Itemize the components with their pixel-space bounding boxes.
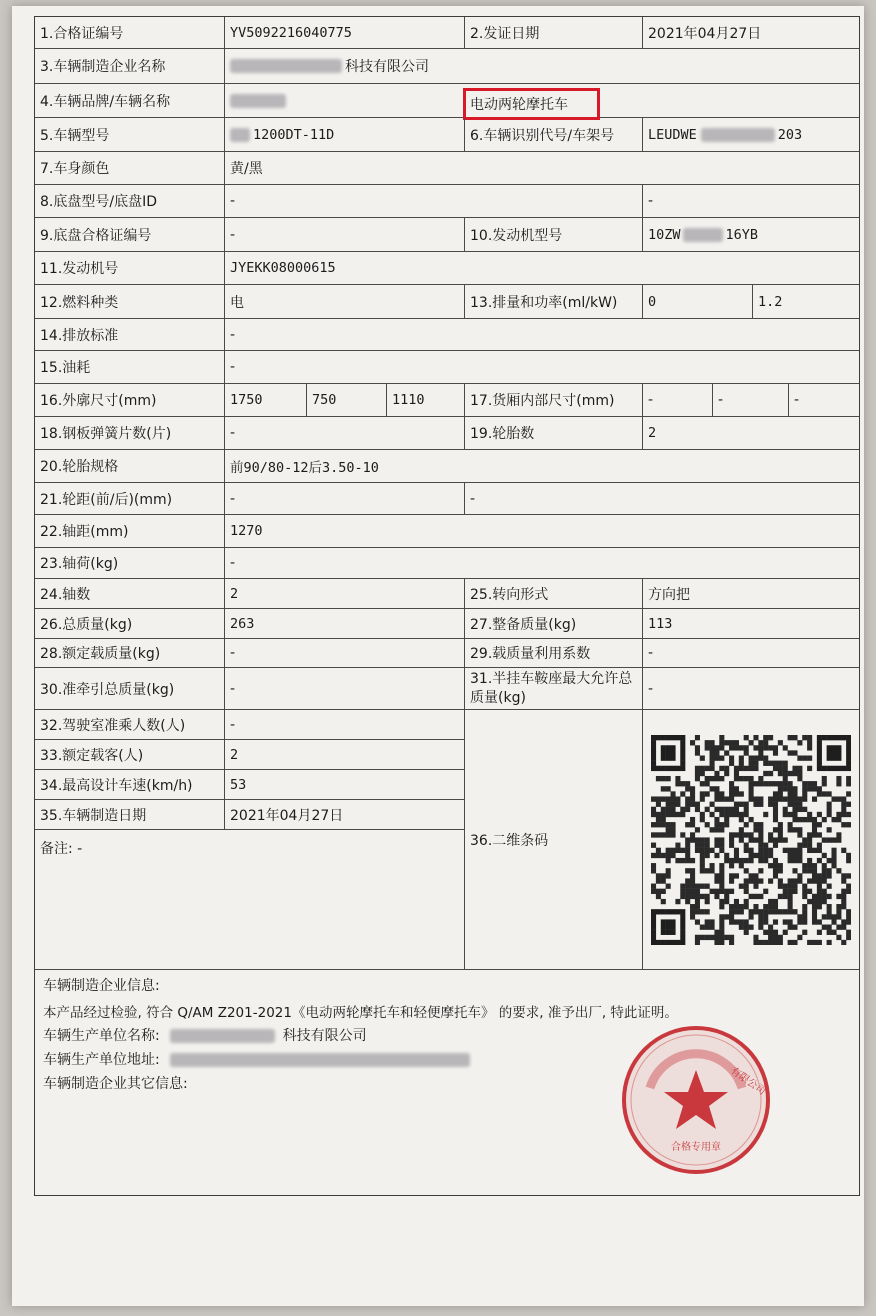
vin-prefix: LEUDWE — [648, 126, 697, 143]
value-axle-count: 2 — [225, 579, 465, 609]
redacted-text — [230, 59, 342, 73]
label-leaf-springs: 18.钢板弹簧片数(片) — [35, 417, 225, 450]
value-chassis-model: - — [225, 185, 643, 218]
engine-model-suffix: 16YB — [725, 226, 759, 243]
label-towing-mass: 30.准牵引总质量(kg) — [35, 668, 225, 710]
value-tire-count: 2 — [643, 417, 859, 450]
label-cargo-dimensions: 17.货厢内部尺寸(mm) — [465, 384, 643, 417]
value-body-color: 黄/黑 — [225, 152, 859, 185]
company-seal-icon — [618, 1022, 774, 1178]
remarks: 备注: - — [35, 830, 465, 970]
value-cargo-length: - — [643, 384, 713, 417]
label-wheelbase: 22.轴距(mm) — [35, 515, 225, 548]
engine-model-prefix: 10ZW — [648, 226, 681, 243]
label-engine-model: 10.发动机型号 — [465, 218, 643, 252]
value-tire-spec: 前90/80-12后3.50-10 — [225, 450, 859, 483]
label-fuel-consumption: 15.油耗 — [35, 351, 225, 384]
label-emission-standard: 14.排放标准 — [35, 319, 225, 351]
value-cab-seats: - — [225, 710, 465, 740]
label-axle-load: 23.轴荷(kg) — [35, 548, 225, 579]
label-rated-passengers: 33.额定载客(人) — [35, 740, 225, 770]
producer-name-suffix: 科技有限公司 — [282, 1028, 367, 1044]
label-chassis-model: 8.底盘型号/底盘ID — [35, 185, 225, 218]
footer-compliance: 本产品经过检验, 符合 Q/AM Z201-2021《电动两轮摩托车和轻便摩托车》 的要求, 准予出厂, 特此证明。 — [43, 1005, 678, 1021]
value-certificate-number: YV5092216040775 — [225, 17, 465, 49]
label-issue-date: 2.发证日期 — [465, 17, 643, 49]
label-outer-dimensions: 16.外廓尺寸(mm) — [35, 384, 225, 417]
value-leaf-springs: - — [225, 417, 465, 450]
redacted-text — [170, 1029, 275, 1043]
label-manufacture-date: 35.车辆制造日期 — [35, 800, 225, 830]
seal-bottom-text: 合格专用章 — [671, 1142, 721, 1153]
label-fuel-type: 12.燃料种类 — [35, 285, 225, 319]
value-fuel-consumption: - — [225, 351, 859, 384]
value-fuel-type: 电 — [225, 285, 465, 319]
label-cab-seats: 32.驾驶室准乘人数(人) — [35, 710, 225, 740]
value-gross-mass: 263 — [225, 609, 465, 639]
label-saddle-mass: 31.半挂车鞍座最大允许总质量(kg) — [465, 668, 643, 710]
producer-address-label: 车辆生产单位地址: — [43, 1052, 160, 1068]
value-steering-type: 方向把 — [643, 579, 859, 609]
value-rated-passengers: 2 — [225, 740, 465, 770]
label-gross-mass: 26.总质量(kg) — [35, 609, 225, 639]
value-vehicle-model — [225, 118, 465, 152]
label-body-color: 7.车身颜色 — [35, 152, 225, 185]
label-vehicle-model: 5.车辆型号 — [35, 118, 225, 152]
label-vin: 6.车辆识别代号/车架号 — [465, 118, 643, 152]
value-rated-load: - — [225, 639, 465, 668]
label-axle-count: 24.轴数 — [35, 579, 225, 609]
value-chassis-id: - — [643, 185, 859, 218]
value-cargo-height: - — [789, 384, 859, 417]
value-manufacturer-name — [225, 49, 859, 84]
manufacturer-suffix: 科技有限公司 — [345, 59, 429, 75]
value-max-speed: 53 — [225, 770, 465, 800]
value-manufacture-date: 2021年04月27日 — [225, 800, 465, 830]
certificate-form — [34, 16, 860, 1196]
label-manufacturer-name: 3.车辆制造企业名称 — [35, 49, 225, 84]
label-certificate-number: 1.合格证编号 — [35, 17, 225, 49]
value-emission-standard: - — [225, 319, 859, 351]
label-tire-spec: 20.轮胎规格 — [35, 450, 225, 483]
qr-code-icon — [651, 735, 851, 945]
producer-name-label: 车辆生产单位名称: — [43, 1028, 160, 1044]
redacted-text — [230, 128, 250, 142]
value-axle-load: - — [225, 548, 859, 579]
vehicle-name-highlight: 电动两轮摩托车 — [463, 88, 600, 120]
value-power: 1.2 — [753, 285, 859, 319]
seal-top-text: 有限公司 — [728, 1065, 768, 1098]
footer-producer-address — [43, 1049, 473, 1069]
redacted-text — [170, 1053, 470, 1067]
label-track-width: 21.轮距(前/后)(mm) — [35, 483, 225, 515]
label-rated-load: 28.额定载质量(kg) — [35, 639, 225, 668]
value-height: 1110 — [387, 384, 465, 417]
vin-suffix: 203 — [777, 126, 803, 143]
redacted-text — [683, 228, 723, 242]
label-curb-mass: 27.整备质量(kg) — [465, 609, 643, 639]
certificate-paper — [12, 6, 864, 1306]
label-max-speed: 34.最高设计车速(km/h) — [35, 770, 225, 800]
label-displacement-power: 13.排量和功率(ml/kW) — [465, 285, 643, 319]
value-vin — [643, 118, 859, 152]
footer-producer-name — [43, 1025, 367, 1045]
footer-heading: 车辆制造企业信息: — [43, 978, 160, 994]
value-chassis-cert: - — [225, 218, 465, 252]
label-steering-type: 25.转向形式 — [465, 579, 643, 609]
redacted-text — [701, 128, 775, 142]
value-wheelbase: 1270 — [225, 515, 859, 548]
vehicle-model-text: 1200DT-11D — [253, 126, 335, 143]
value-length: 1750 — [225, 384, 307, 417]
label-chassis-cert: 9.底盘合格证编号 — [35, 218, 225, 252]
value-towing-mass: - — [225, 668, 465, 710]
label-load-factor: 29.载质量利用系数 — [465, 639, 643, 668]
qr-cell — [643, 710, 859, 970]
label-qr-code: 36.二维条码 — [465, 710, 643, 970]
value-engine-model — [643, 218, 859, 252]
footer-other-info: 车辆制造企业其它信息: — [43, 1076, 188, 1092]
value-load-factor: - — [643, 639, 859, 668]
value-issue-date: 2021年04月27日 — [643, 17, 859, 49]
value-engine-number: JYEKK08000615 — [225, 252, 859, 285]
label-tire-count: 19.轮胎数 — [465, 417, 643, 450]
value-displacement: 0 — [643, 285, 753, 319]
value-curb-mass: 113 — [643, 609, 859, 639]
value-width: 750 — [307, 384, 387, 417]
label-brand-name: 4.车辆品牌/车辆名称 — [35, 84, 225, 118]
value-saddle-mass: - — [643, 668, 859, 710]
value-track-rear: - — [465, 483, 859, 515]
value-cargo-width: - — [713, 384, 789, 417]
label-engine-number: 11.发动机号 — [35, 252, 225, 285]
value-track-front: - — [225, 483, 465, 515]
redacted-text — [230, 94, 286, 108]
